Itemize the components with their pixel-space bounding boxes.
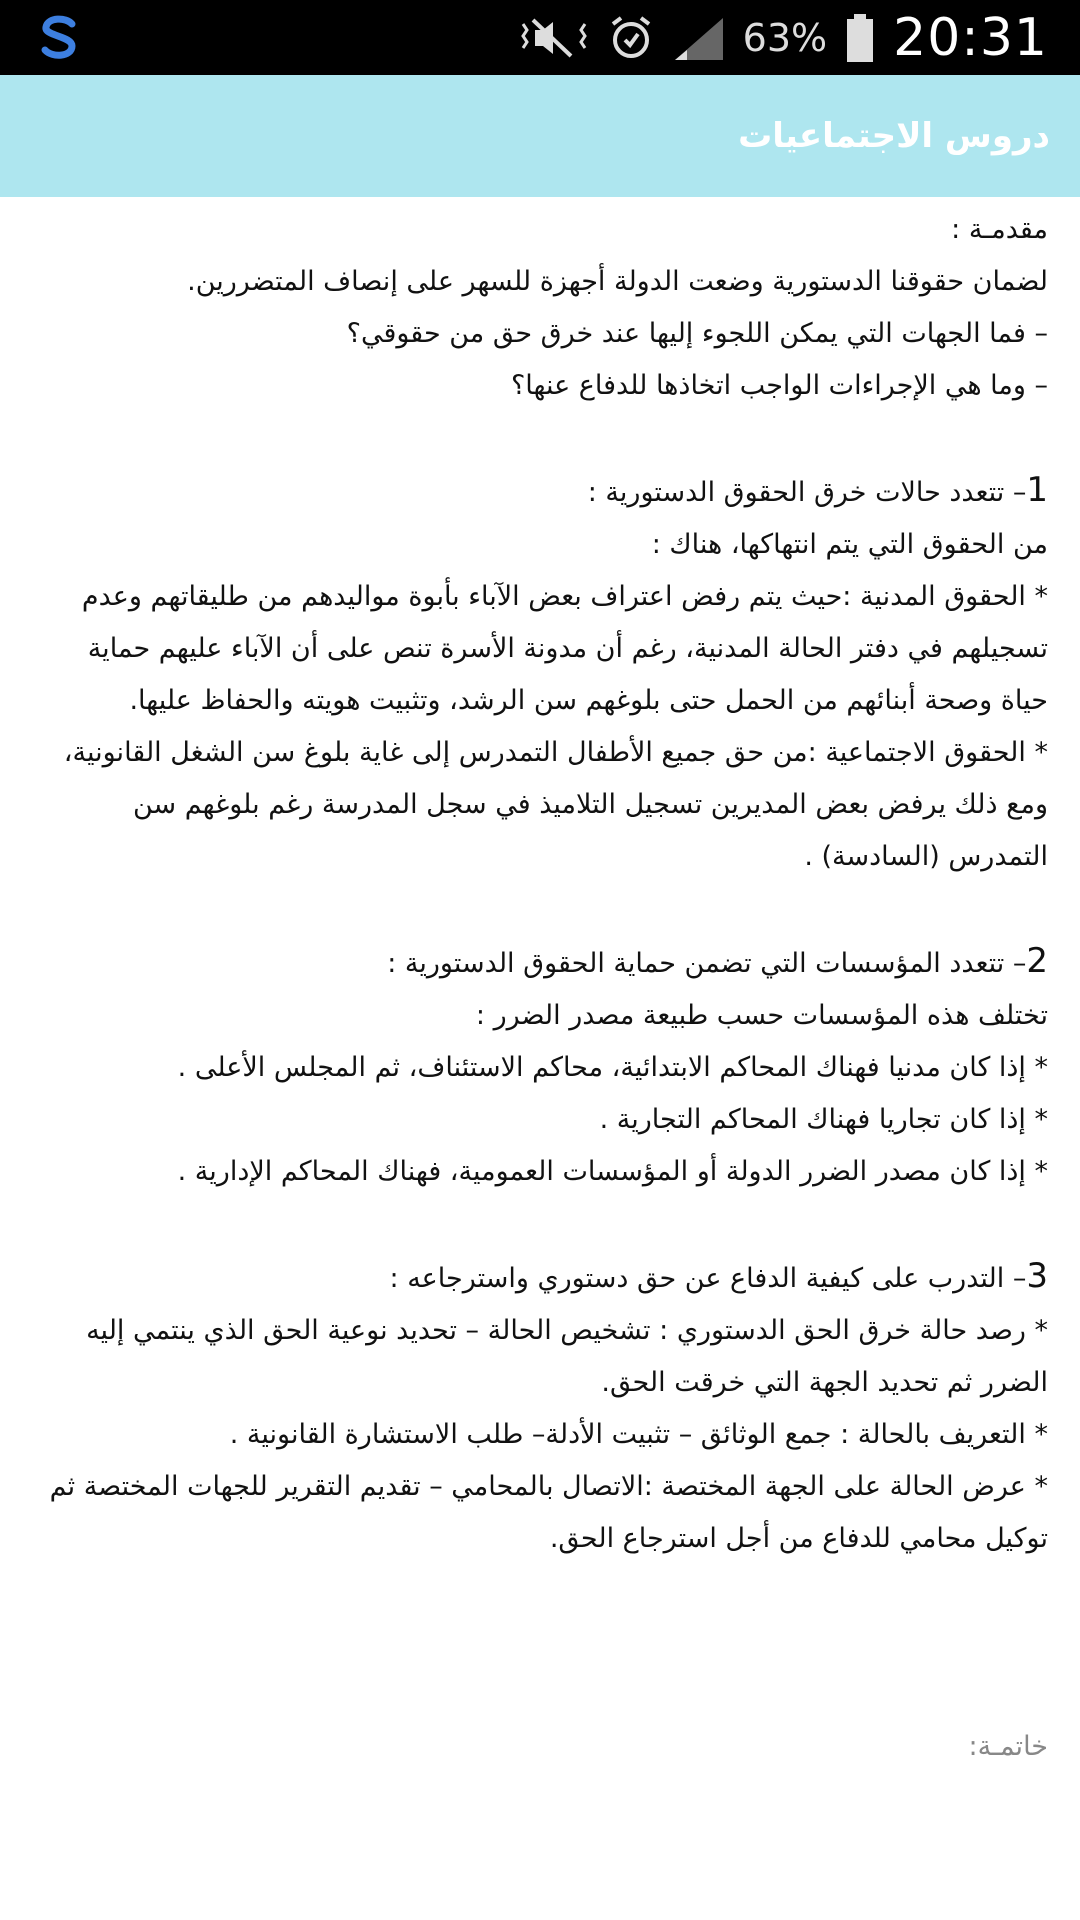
section-3-number: 3 [1026,1256,1048,1296]
lesson-content [40,204,1048,1920]
section-3-item-1: * رصد حالة خرق الحق الدستوري : تشخيص الحالة – تحديد نوعية الحق الذي ينتمي إليه الضرر ثم تحديد الجهة التي خرقت الحق. [86,1315,1048,1398]
clock: 20:31 [893,7,1048,68]
section-1-item-2: * الحقوق الاجتماعية :من حق جميع الأطفال التمدرس إلى غاية بلوغ سن الشغل القانونية، ومع ذلك يرفض بعض المديرين تسجيل التلاميذ في سجل المدرسة رغم بلوغهم سن التمدرس (السادسة) . [63,737,1048,872]
section-2-lead: تختلف هذه المؤسسات حسب طبيعة مصدر الضرر : [475,1000,1048,1031]
battery-percent: 63% [742,15,828,60]
signal-icon [673,14,725,62]
intro-question-1: – فما الجهات التي يمكن اللجوء إليها عند خرق حق من حقوقي؟ [346,318,1048,349]
section-3-heading: 3– التدرب على كيفية الدفاع عن حق دستوري واسترجاعه : [389,1256,1048,1296]
swype-icon [34,12,84,66]
page-title: دروس الاجتماعيات [738,116,1050,156]
intro-heading: مقدمـة : [951,214,1048,245]
section-1-item-1: * الحقوق المدنية :حيث يتم رفض اعتراف بعض الآباء بأبوة مواليدهم من طليقاتهم وعدم تسجيلهم في دفتر الحالة المدنية، رغم أن مدونة الأسرة تنص على أن الآباء عليهم حماية حياة وصحة أبنائهم من الحمل حتى بلوغهم سن الرشد، وتثبيت هويته والحفاظ عليها. [81,581,1048,716]
section-3-item-2: * التعريف بالحالة : جمع الوثائق – تثبيت الأدلة– طلب الاستشارة القانونية . [229,1419,1048,1450]
status-bar [0,0,1080,75]
section-1-lead: من الحقوق التي يتم انتهاكها، هناك : [651,529,1048,560]
section-2-number: 2 [1026,941,1048,981]
section-2-item-3: * إذا كان مصدر الضرر الدولة أو المؤسسات العمومية، فهناك المحاكم الإدارية . [177,1156,1048,1187]
section-1-heading: 1– تتعدد حالات خرق الحقوق الدستورية : [587,470,1048,510]
section-2-heading: 2– تتعدد المؤسسات التي تضمن حماية الحقوق الدستورية : [387,941,1048,981]
app-bar [0,75,1080,197]
section-3-item-3: * عرض الحالة على الجهة المختصة :الاتصال بالمحامي – تقديم التقرير للجهات المختصة ثم توكيل محامي للدفاع من أجل استرجاع الحق. [49,1471,1048,1554]
conclusion-heading: خاتمـة: [968,1731,1048,1762]
intro-paragraph: لضمان حقوقنا الدستورية وضعت الدولة أجهزة للسهر على إنصاف المتضررين. [187,266,1048,297]
mute-vibrate-icon [519,16,589,60]
intro-question-2: – وما هي الإجراءات الواجب اتخاذها للدفاع عنها؟ [510,370,1048,401]
section-1-number: 1 [1026,470,1048,510]
alarm-icon [607,14,655,62]
section-2-item-1: * إذا كان مدنيا فهناك المحاكم الابتدائية، محاكم الاستئناف، ثم المجلس الأعلى . [177,1052,1048,1083]
battery-icon [845,12,875,64]
section-2-item-2: * إذا كان تجاريا فهناك المحاكم التجارية . [599,1104,1048,1135]
